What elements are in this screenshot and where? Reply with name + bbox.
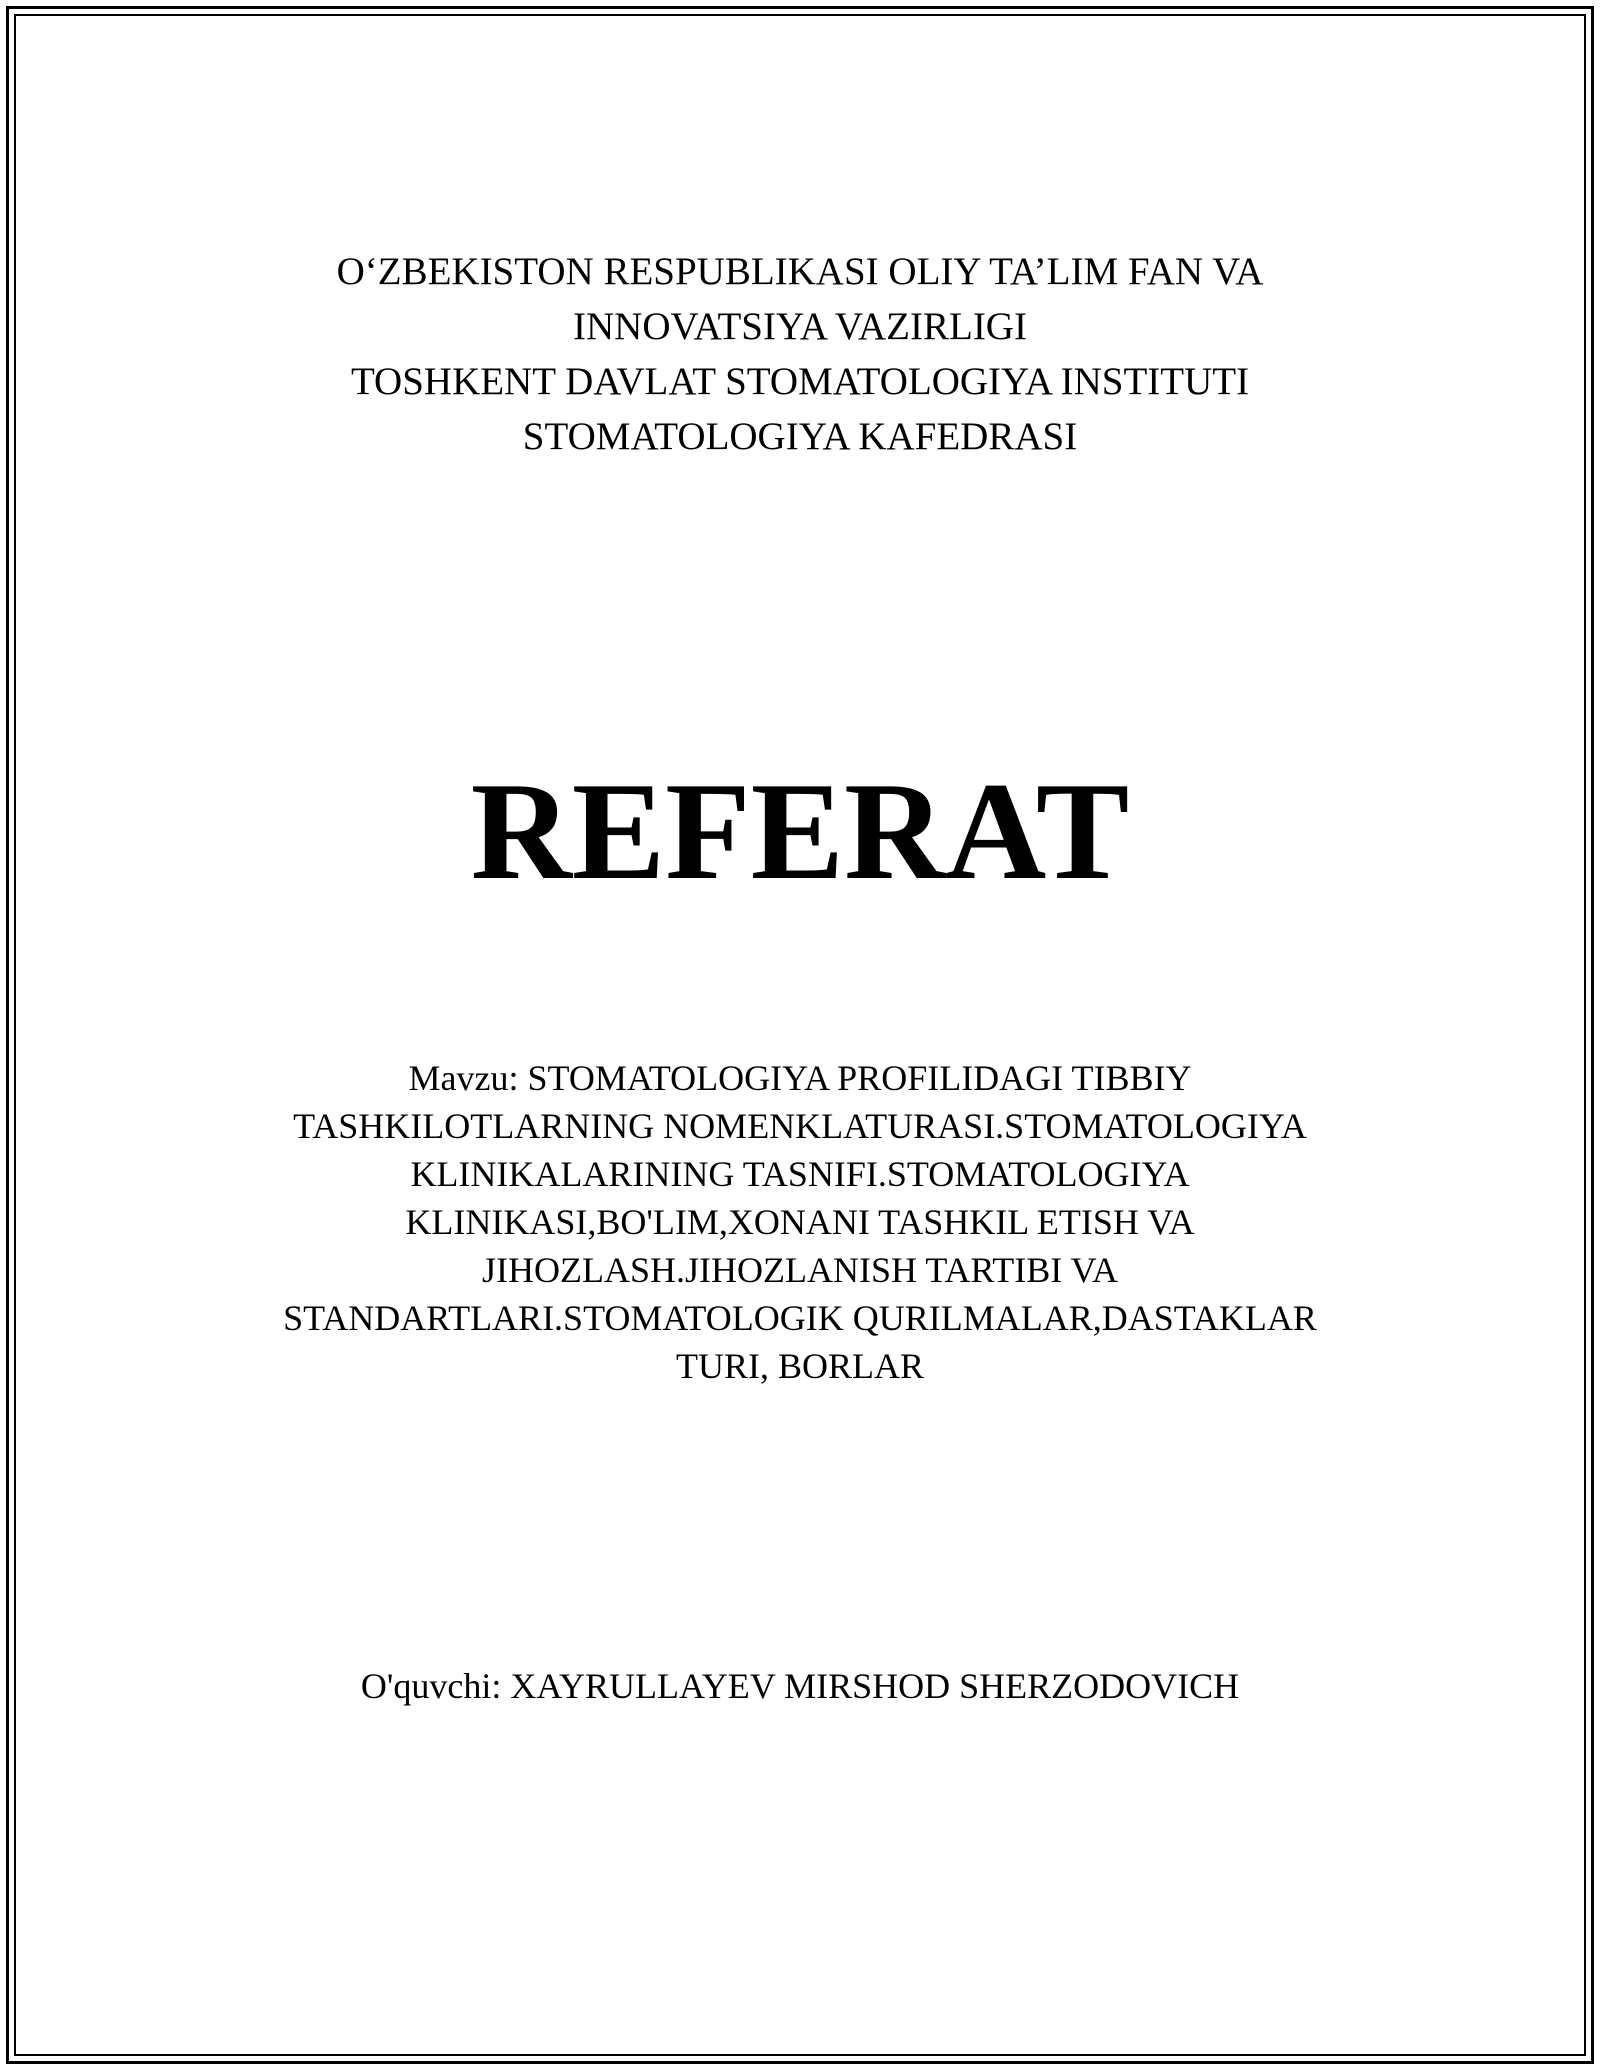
- topic-line: TURI, BORLAR: [675, 1346, 924, 1386]
- document-title: REFERAT: [470, 754, 1130, 909]
- institution-header: [0, 244, 1600, 464]
- header-line-ministry-2: INNOVATSIYA VAZIRLIGI: [573, 305, 1027, 348]
- topic-line: KLINIKASI,BO'LIM,XONANI TASHKIL ETISH VA: [405, 1202, 1195, 1242]
- topic-line: STANDARTLARI.STOMATOLOGIK QURILMALAR,DASTAKLAR: [283, 1298, 1317, 1338]
- topic-block: [200, 1054, 1400, 1390]
- topic-line: Mavzu: STOMATOLOGIYA PROFILIDAGI TIBBIY: [408, 1058, 1192, 1098]
- student-name: O'quvchi: XAYRULLAYEV MIRSHOD SHERZODOVICH: [360, 1666, 1240, 1706]
- topic-line: TASHKILOTLARNING NOMENKLATURASI.STOMATOLOGIYA: [293, 1106, 1307, 1146]
- topic-line: JIHOZLASH.JIHOZLANISH TARTIBI VA: [482, 1250, 1118, 1290]
- topic-line: KLINIKALARINING TASNIFI.STOMATOLOGIYA: [410, 1154, 1190, 1194]
- header-line-department: STOMATOLOGIYA KAFEDRASI: [522, 415, 1078, 458]
- header-line-institute: TOSHKENT DAVLAT STOMATOLOGIYA INSTITUTI: [350, 360, 1250, 403]
- header-line-ministry-1: O‘ZBEKISTON RESPUBLIKASI OLIY TA’LIM FAN VA: [336, 250, 1264, 293]
